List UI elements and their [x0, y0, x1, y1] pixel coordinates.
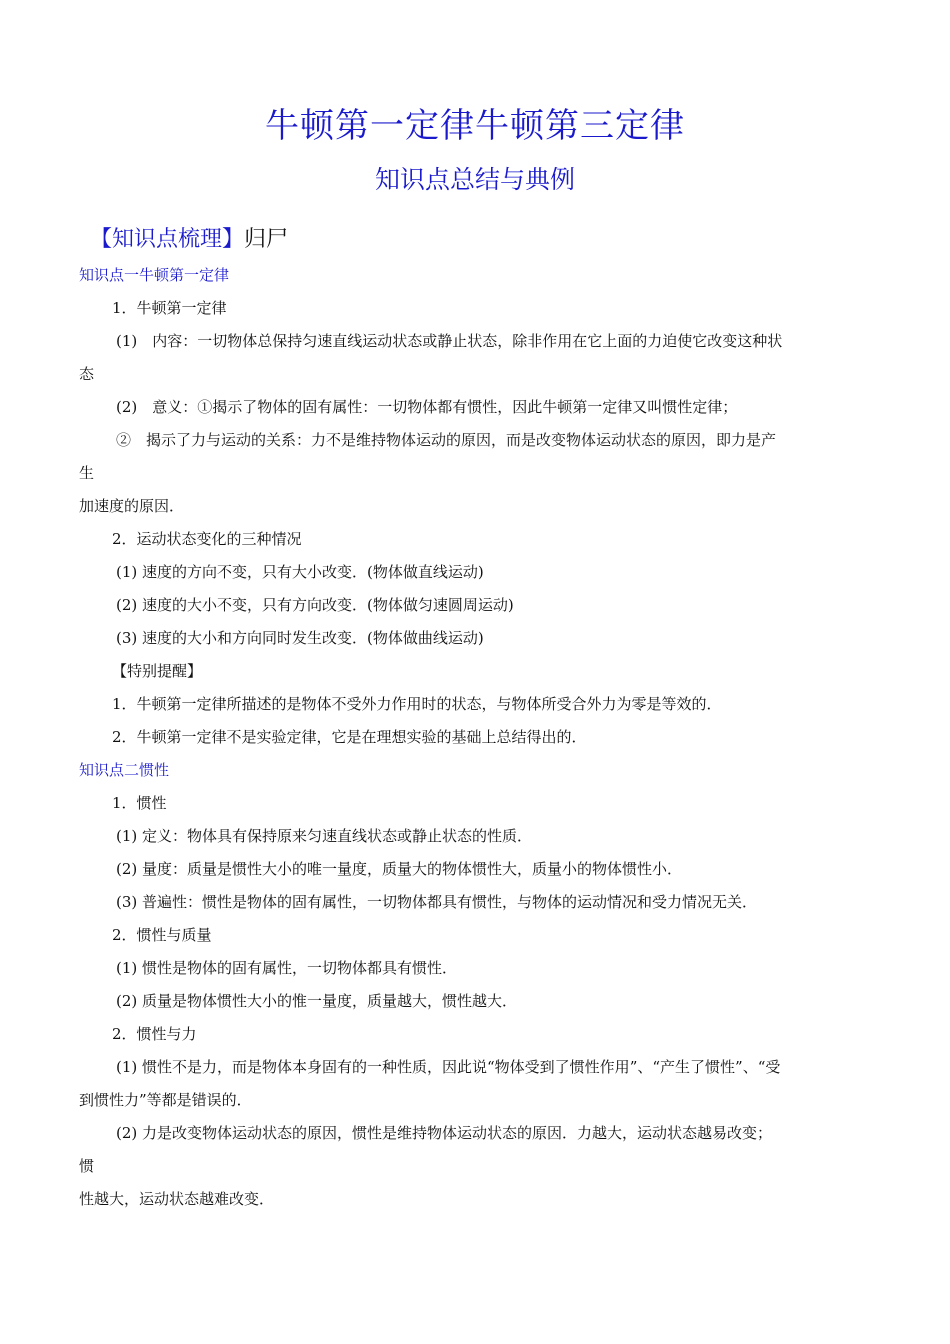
paragraph-line: (2) 意义：①揭示了物体的固有属性：一切物体都有惯性，因此牛顿第一定律又叫惯性定律； [116, 398, 738, 416]
item-heading: 2．惯性与力 [112, 1025, 197, 1043]
list-item: (1) 惯性是物体的固有属性，一切物体都具有惯性． [116, 959, 458, 977]
item-heading: 1．惯性 [112, 794, 167, 812]
paragraph-line: ② 揭示了力与运动的关系：力不是维持物体运动的原因，而是改变物体运动状态的原因，即力是产 [116, 431, 777, 449]
section-label: 【知识点梳理】 [90, 227, 245, 252]
list-item: (2) 量度：质量是惯性大小的唯一量度，质量大的物体惯性大，质量小的物体惯性小． [116, 860, 683, 878]
paragraph-line: (1) 内容：一切物体总保持匀速直线运动状态或静止状态，除非作用在它上面的力迫使它改变这种状 [116, 332, 783, 350]
list-item: (3) 速度的大小和方向同时发生改变．(物体做曲线运动) [116, 629, 484, 647]
item-heading: 1．牛顿第一定律 [112, 299, 227, 317]
paragraph-line: 加速度的原因． [79, 497, 185, 515]
section-heading [90, 222, 288, 253]
reminder-heading: 【特别提醒】 [112, 662, 203, 680]
paragraph-line: (1) 惯性不是力，而是物体本身固有的一种性质，因此说“物体受到了惯性作用”、“产生了惯性”、“受 [116, 1058, 781, 1076]
item-heading: 2．运动状态变化的三种情况 [112, 530, 302, 548]
paragraph-line: 生 [79, 464, 95, 482]
document-subtitle: 知识点总结与典例 [374, 165, 575, 194]
item-heading: 2．惯性与质量 [112, 926, 212, 944]
list-item: 1．牛顿第一定律所描述的是物体不受外力作用时的状态，与物体所受合外力为零是等效的． [112, 695, 722, 713]
list-item: 2．牛顿第一定律不是实验定律，它是在理想实验的基础上总结得出的． [112, 728, 587, 746]
paragraph-line: 性越大，运动状态越难改变． [79, 1190, 275, 1208]
list-item: (1) 速度的方向不变，只有大小改变．(物体做直线运动) [116, 563, 484, 581]
list-item: (2) 速度的大小不变，只有方向改变．(物体做匀速圆周运动) [116, 596, 514, 614]
section-suffix: 归尸 [244, 227, 289, 252]
list-item: (2) 质量是物体惯性大小的惟一量度，质量越大，惯性越大． [116, 992, 518, 1010]
paragraph-line: 态 [79, 365, 95, 383]
knowledge-point-heading: 知识点一牛顿第一定律 [79, 266, 230, 284]
document-title: 牛顿第一定律牛顿第三定律 [265, 106, 685, 146]
paragraph-line: 到惯性力”等都是错误的． [79, 1091, 252, 1109]
paragraph-line: 惯 [79, 1157, 95, 1175]
list-item: (3) 普遍性：惯性是物体的固有属性，一切物体都具有惯性，与物体的运动情况和受力情况无关． [116, 893, 758, 911]
knowledge-point-heading: 知识点二惯性 [79, 761, 170, 779]
list-item: (1) 定义：物体具有保持原来匀速直线状态或静止状态的性质． [116, 827, 533, 845]
paragraph-line: (2) 力是改变物体运动状态的原因，惯性是维持物体运动状态的原因．力越大，运动状态越易改变； [116, 1124, 773, 1142]
